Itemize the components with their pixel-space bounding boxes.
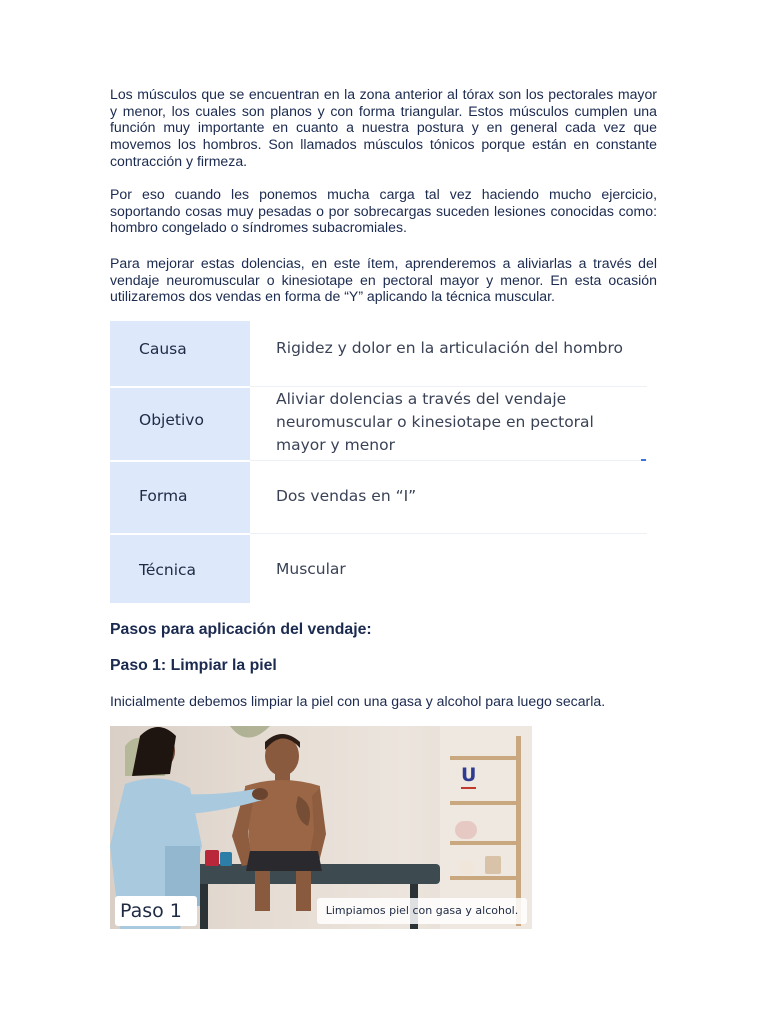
step-1-text: Inicialmente debemos limpiar la piel con una gasa y alcohol para luego secarla. <box>110 693 606 709</box>
table-row-objetivo <box>110 386 647 460</box>
table-label: Causa <box>139 340 187 358</box>
table-value: Dos vendas en “I” <box>276 487 417 505</box>
table-value: Rigidez y dolor en la articulación del hombro <box>276 339 624 357</box>
step-1-photo <box>110 726 532 929</box>
table-row-causa <box>110 321 647 386</box>
table-label: Objetivo <box>139 411 204 429</box>
table-label: Técnica <box>139 561 197 579</box>
table-value: Aliviar dolencias a través del vendaje neuromuscular o kinesiotape en pectoral mayor y menor <box>276 390 594 454</box>
table-row-forma <box>110 460 647 533</box>
summary-table <box>110 321 647 603</box>
table-label: Forma <box>139 487 188 505</box>
blue-dash-mark <box>641 459 646 461</box>
step-1-title: Paso 1: Limpiar la piel <box>110 657 277 674</box>
photo-caption: Limpiamos piel con gasa y alcohol. <box>317 898 527 924</box>
table-value: Muscular <box>276 560 346 578</box>
brand-logo: U <box>461 764 477 786</box>
table-row-tecnica <box>110 533 647 603</box>
steps-heading: Pasos para aplicación del vendaje: <box>110 621 372 638</box>
intro-paragraph-3: Para mejorar estas dolencias, en este ítem, aprenderemos a aliviarlas a través del vendaje neuromuscular o kinesiotape en pectoral mayor y menor. En esta ocasión utilizaremos dos vendas en forma de “Y” aplicando la técnica muscular. <box>110 255 657 305</box>
step-badge: Paso 1 <box>115 896 197 926</box>
intro-paragraph-1: Los músculos que se encuentran en la zona anterior al tórax son los pectorales mayor y menor, los cuales son planos y con forma triangular. Estos músculos cumplen una función muy importante en cuanto a nuestra postura y en general cada vez que movemos los hombros. Son llamados músculos tónicos porque están en constante contracción y firmeza. <box>110 86 657 169</box>
intro-paragraph-2: Por eso cuando les ponemos mucha carga tal vez haciendo mucho ejercicio, soportando cosas muy pesadas o por sobrecargas suceden lesiones conocidas como: hombro congelado o síndromes subacromiales. <box>110 186 657 236</box>
